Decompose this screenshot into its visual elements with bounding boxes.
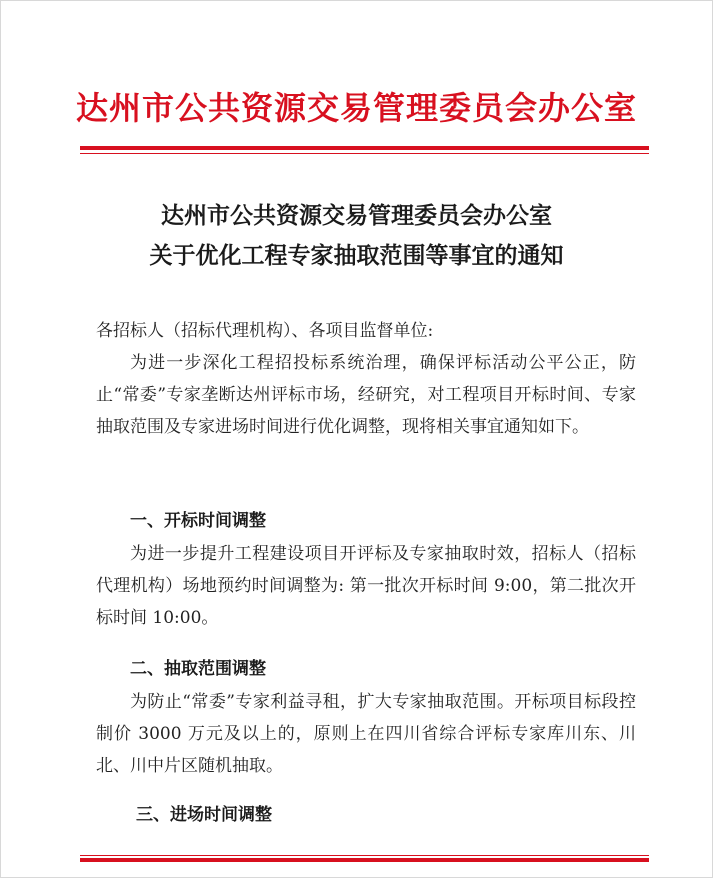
- document-title-line-2: 关于优化工程专家抽取范围等事宜的通知: [149, 242, 564, 269]
- masthead-title: 达州市公共资源交易管理委员会办公室: [75, 89, 637, 127]
- footer-rule-thin: [80, 855, 649, 856]
- salutation: 各招标人（招标代理机构）、各项目监督单位:: [96, 321, 434, 341]
- intro-paragraph: 为进一步深化工程招投标系统治理，确保评标活动公平公正，防止“常委”专家垄断达州评标市场，经研究，对工程项目开标时间、专家抽取范围及专家进场时间进行优化调整，现将相关事宜通知如下。: [96, 353, 636, 437]
- masthead-rule-thin: [80, 153, 649, 154]
- footer-rule-thick: [80, 858, 649, 862]
- section-heading-1: 一、开标时间调整: [130, 511, 266, 531]
- section-2-body: [96, 686, 636, 782]
- masthead-rule-thick: [80, 146, 649, 150]
- document-title-line-1: 达州市公共资源交易管理委员会办公室: [161, 202, 552, 229]
- section-1-body: [96, 538, 636, 634]
- section-heading-3: 三、进场时间调整: [136, 805, 272, 825]
- section-1-paragraph: 为进一步提升工程建设项目开评标及专家抽取时效，招标人（招标代理机构）场地预约时间调整为: 第一批次开标时间 9:00，第二批次开标时间 10:00。: [96, 544, 636, 628]
- section-heading-2: 二、抽取范围调整: [130, 659, 266, 679]
- section-2-paragraph: 为防止“常委”专家利益寻租，扩大专家抽取范围。开标项目标段控制价 3000 万元及以上的，原则上在四川省综合评标专家库川东、川北、川中片区随机抽取。: [96, 692, 636, 776]
- document-body-intro: [96, 315, 636, 443]
